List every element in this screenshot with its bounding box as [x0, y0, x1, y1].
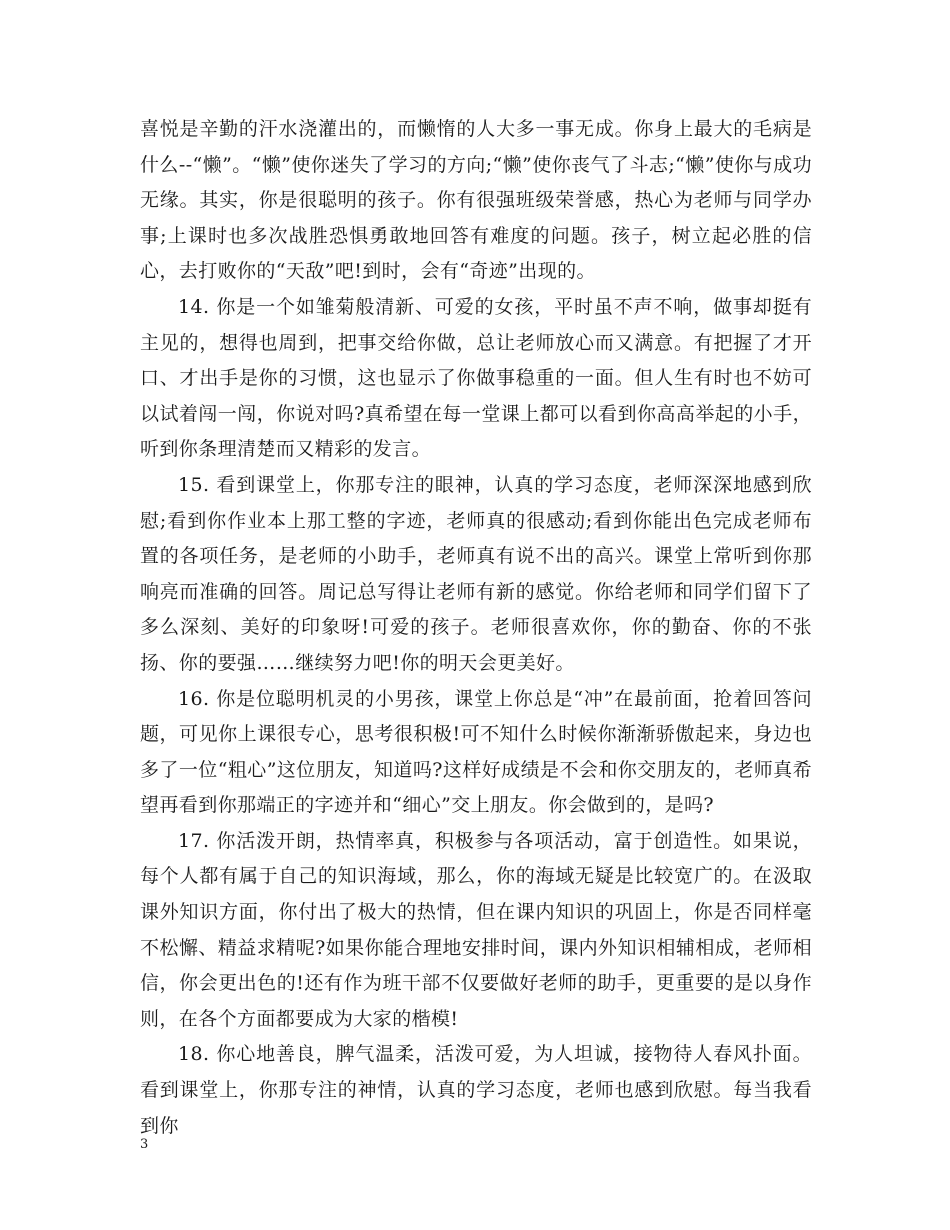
paragraph-item-14: 14. 你是一个如雏菊般清新、可爱的女孩，平时虽不声不响，做事却挺有主见的，想得也周到，把事交给你做，总让老师放心而又满意。有把握了才开口、才出手是你的习惯，这也显示了你做事稳重的一面。但人生有时也不妨可以试着闯一闯，你说对吗?真希望在每一堂课上都可以看到你高高举起的小手，听到你条理清楚而又精彩的发言。: [140, 295, 812, 461]
paragraph-item-17: 17. 你活泼开朗，热情率真，积极参与各项活动，富于创造性。如果说，每个人都有属于自己的知识海域，那么，你的海域无疑是比较宽广的。在汲取课外知识方面，你付出了极大的热情，但在课内知识的巩固上，你是否同样毫不松懈、精益求精呢?如果你能合理地安排时间，课内外知识相辅相成，老师相信，你会更出色的!还有作为班干部不仅要做好老师的助手，更重要的是以身作则，在各个方面都要成为大家的楷模!: [140, 829, 812, 1030]
paragraph-item-18: 18. 你心地善良，脾气温柔，活泼可爱，为人坦诚，接物待人春风扑面。看到课堂上，你那专注的神情，认真的学习态度，老师也感到欣慰。每当我看到你: [140, 1043, 812, 1137]
paragraph-item-16: 16. 你是位聪明机灵的小男孩，课堂上你总是“冲”在最前面，抢着回答问题，可见你上课很专心，思考很积极!可不知什么时候你渐渐骄傲起来，身边也多了一位“粗心”这位朋友，知道吗?这样好成绩是不会和你交朋友的，老师真希望再看到你那端正的字迹并和“细心”交上朋友。你会做到的，是吗?: [140, 687, 812, 817]
page-number: 3: [140, 1137, 149, 1152]
document-body: [140, 112, 812, 1144]
paragraph-item-15: 15. 看到课堂上，你那专注的眼神，认真的学习态度，老师深深地感到欣慰;看到你作业本上那工整的字迹，老师真的很感动;看到你能出色完成老师布置的各项任务，是老师的小助手，老师真有说不出的高兴。课堂上常听到你那响亮而准确的回答。周记总写得让老师有新的感觉。你给老师和同学们留下了多么深刻、美好的印象呀!可爱的孩子。老师很喜欢你，你的勤奋、你的不张扬、你的要强……继续努力吧!你的明天会更美好。: [140, 473, 812, 674]
paragraph-continuation: 喜悦是辛勤的汗水浇灌出的，而懒惰的人大多一事无成。你身上最大的毛病是什么--“懒”。“懒”使你迷失了学习的方向;“懒”使你丧气了斗志;“懒”使你与成功无缘。其实，你是很聪明的孩子。你有很强班级荣誉感，热心为老师与同学办事;上课时也多次战胜恐惧勇敢地回答有难度的问题。孩子，树立起必胜的信心，去打败你的“天敌”吧!到时，会有“奇迹”出现的。: [140, 118, 812, 283]
